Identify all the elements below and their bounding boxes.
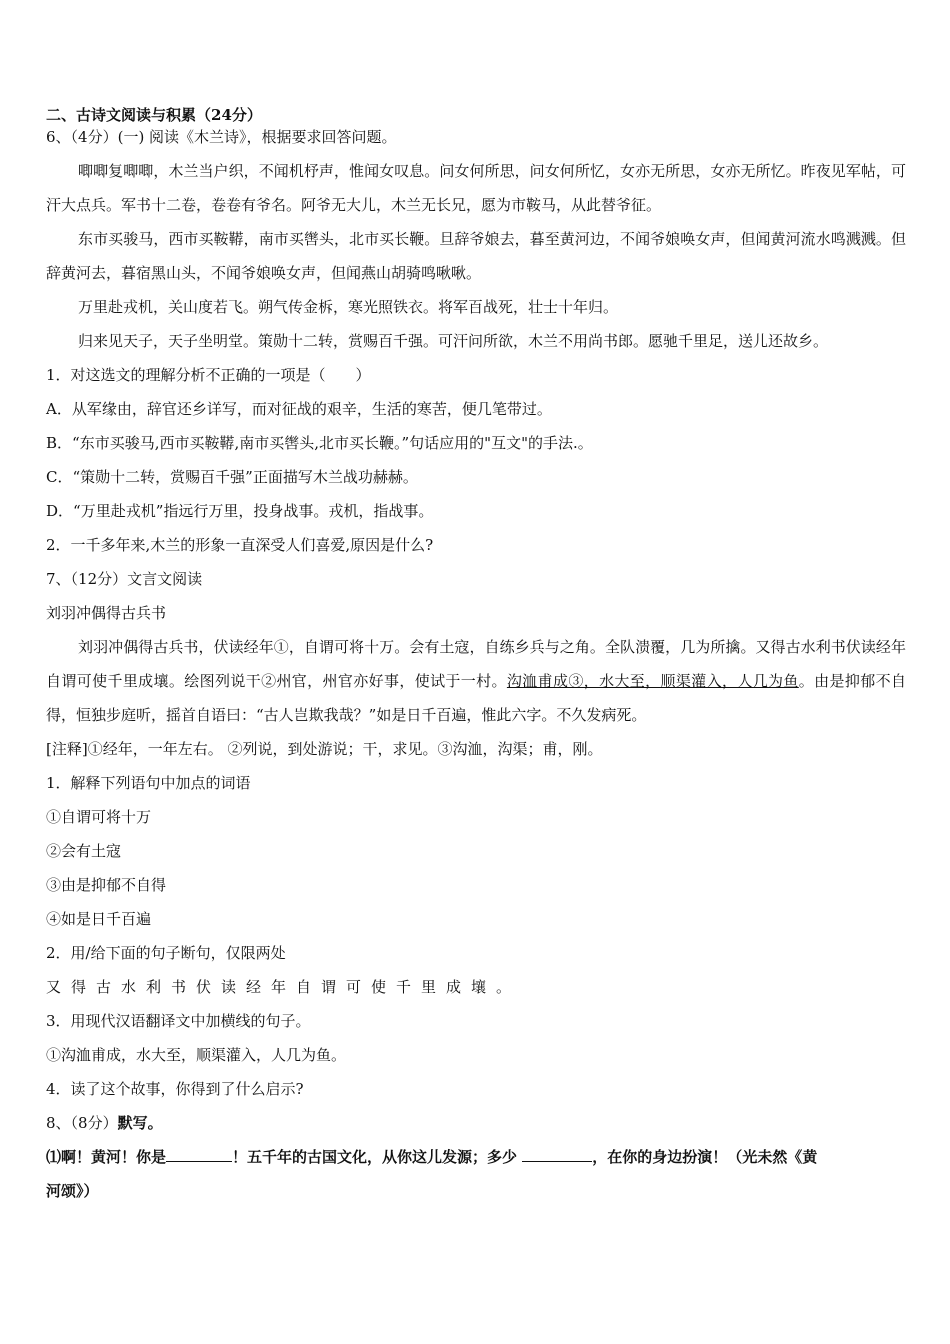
q7-header: 7、（12分）文言文阅读 [46, 570, 203, 588]
poem-stanza-3: 万里赴戎机，关山度若飞。朔气传金柝，寒光照铁衣。将军百战死，壮士十年归。 [78, 298, 619, 316]
q6-option-c: C．“策勋十二转，赏赐百千强”正面描写木兰战功赫赫。 [46, 468, 418, 486]
q7-sub1-item-1: ①自谓可将十万 [46, 808, 152, 826]
poem-stanza-4: 归来见天子，天子坐明堂。策勋十二转，赏赐百千强。可汗问所欲，木兰不用尚书郎。愿驰千里足，送儿还故乡。 [78, 332, 829, 350]
q6-sub2: 2．一千多年来,木兰的形象一直深受人们喜爱,原因是什么? [46, 536, 434, 554]
q7-sub3: 3．用现代汉语翻译文中加横线的句子。 [46, 1012, 311, 1030]
exam-page [46, 98, 906, 1208]
section-title: 二、古诗文阅读与积累（24分） [46, 106, 262, 124]
poem-stanza-2: 东市买骏马，西市买鞍鞯，南市买辔头，北市买长鞭。旦辞爷娘去，暮至黄河边，不闻爷娘唤女声，但闻黄河流水鸣溅溅。但辞黄河去，暮宿黑山头，不闻爷娘唤女声，但闻燕山胡骑鸣啾啾。 [46, 230, 906, 282]
q7-sub2: 2．用/给下面的句子断句，仅限两处 [46, 944, 286, 962]
q6-option-d: D．“万里赴戎机”指远行万里，投身战事。戎机，指战事。 [46, 502, 434, 520]
underlined-sentence: 沟洫甫成③，水大至，顺渠灌入，人几为鱼 [506, 672, 799, 690]
poem-stanza-1: 唧唧复唧唧，木兰当户织，不闻机杼声，惟闻女叹息。问女何所思，问女何所忆，女亦无所思，女亦无所忆。昨夜见军帖，可汗大点兵。军书十二卷，卷卷有爷名。阿爷无大儿，木兰无长兄，愿为市鞍马，从此替爷征。 [46, 162, 906, 214]
q7-passage-title: 刘羽冲偶得古兵书 [46, 604, 167, 622]
q8-fill-line: ⑴啊！黄河！你是 ！五千年的古国文化，从你这儿发源；多少 ，在你的身边扮演！（光未然《黄 [46, 1148, 818, 1166]
q7-note: [注释]①经年，一年左右。 ②列说，到处游说；干，求见。③沟洫，沟渠；甫，刚。 [46, 740, 603, 758]
q6-header: 6、（4分）(一) 阅读《木兰诗》，根据要求回答问题。 [46, 128, 397, 146]
answer-blank-2[interactable] [522, 1147, 592, 1162]
q7-sub1-item-2: ②会有土寇 [46, 842, 122, 860]
q8-fill-line-cont: 河颂》） [46, 1182, 99, 1200]
q6-option-a: A．从军缘由，辞官还乡详写，而对征战的艰辛，生活的寒苦，便几笔带过。 [46, 400, 552, 418]
q7-sub3-sentence: ①沟洫甫成，水大至，顺渠灌入，人几为鱼。 [46, 1046, 347, 1064]
answer-blank-1[interactable] [166, 1147, 232, 1162]
q7-sub1-item-4: ④如是日千百遍 [46, 910, 152, 928]
q7-sub4: 4．读了这个故事，你得到了什么启示? [46, 1080, 304, 1098]
q7-sub2-sentence: 又得古水利书伏读经年自谓可使千里成壤。 [46, 978, 522, 996]
q6-option-b: B．“东市买骏马,西市买鞍鞯,南市买辔头,北市买长鞭。”句话应用的"互文"的手法.。 [46, 434, 593, 452]
q8-header: 8、（8分）默写。 [46, 1114, 163, 1132]
q7-sub1-item-3: ③由是抑郁不自得 [46, 876, 167, 894]
q7-sub1: 1．解释下列语句中加点的词语 [46, 774, 251, 792]
q6-sub1: 1．对这选文的理解分析不正确的一项是（ ） [46, 366, 371, 384]
q7-passage: 刘羽冲偶得古兵书，伏读经年①，自谓可将十万。会有土寇，自练乡兵与之角。全队溃覆，几为所擒。又得古水利书伏读经年自谓可使千里成壤。绘图列说干②州官，州官亦好事，使试于一村。沟洫甫成③，水大至，顺渠灌入，人几为鱼。由是抑郁不自得，恒独步庭听，摇首自语曰：“古人岂欺我哉？”如是日千百遍，惟此六字。不久发病死。 [46, 638, 906, 724]
